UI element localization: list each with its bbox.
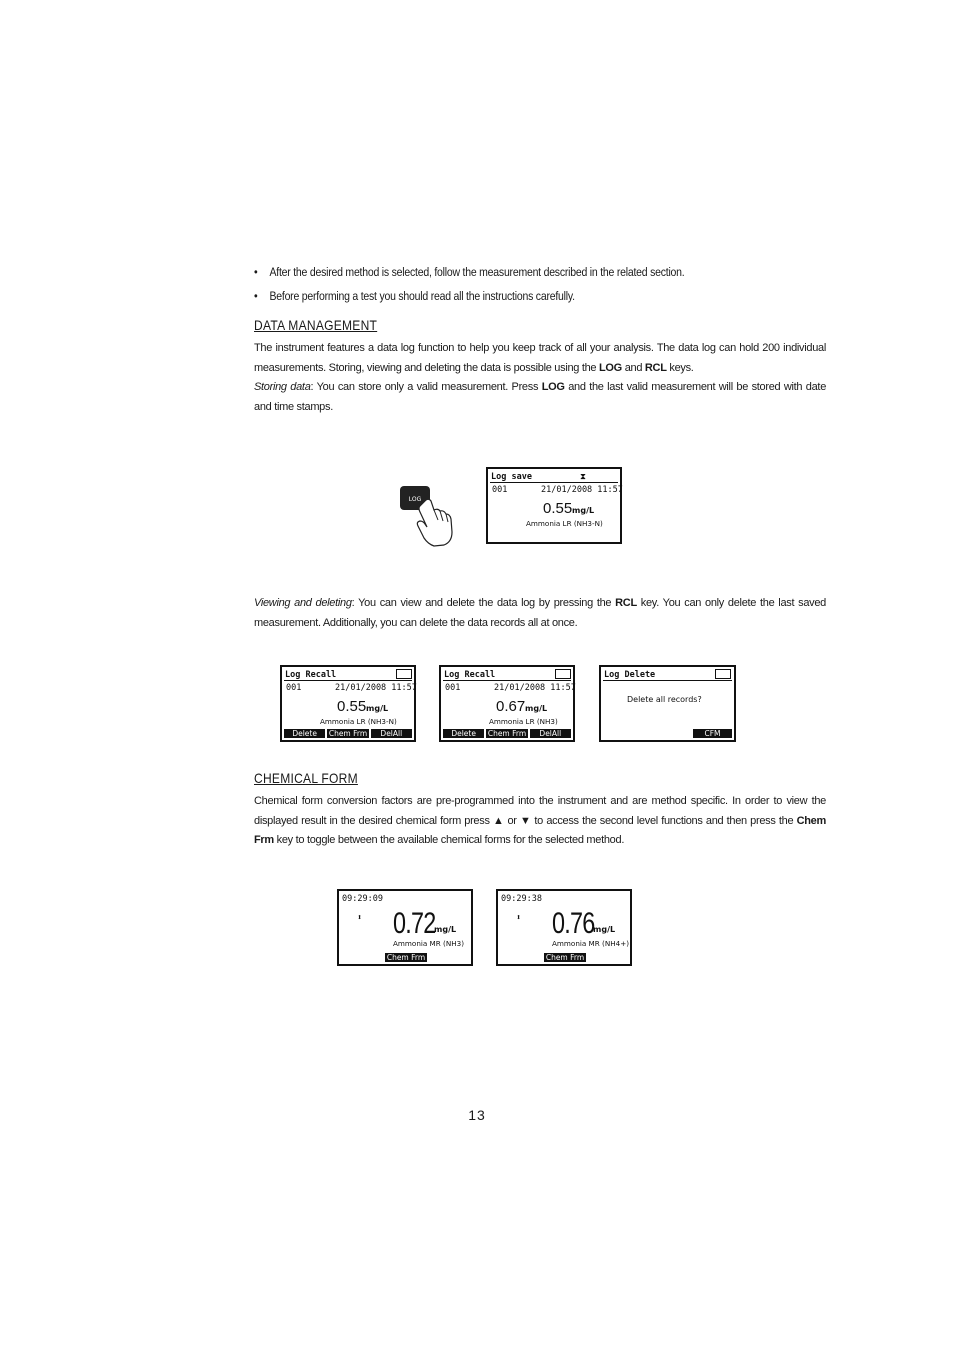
delete-prompt: Delete all records? — [627, 695, 702, 704]
paragraph-text: : You can store only a valid measurement. Press — [310, 381, 542, 393]
screen-title: Log Recall — [444, 670, 496, 680]
paragraph-data-log — [254, 339, 826, 417]
record-number: 001 — [492, 485, 508, 495]
measurement-value: 0.72 — [393, 907, 436, 940]
screen-title: Log Recall — [285, 670, 337, 680]
paragraph-text: : You can view and delete the data log by pressing the — [351, 597, 616, 609]
record-number: 001 — [445, 683, 461, 693]
softkey-bar — [443, 729, 571, 738]
method-name: Ammonia LR (NH3) — [489, 717, 558, 726]
measurement-value: 0.67 — [496, 698, 526, 715]
measurement-unit: mg/L — [572, 506, 595, 515]
measurement-unit: mg/L — [434, 925, 457, 934]
bullet-item: • After the desired method is selected, follow the measurement described in the related section. — [254, 265, 685, 279]
clock-time: 09:29:09 — [342, 894, 383, 904]
section-heading-chemical-form: CHEMICAL FORM — [254, 770, 358, 786]
bullet-item: • Before performing a test you should read all the instructions carefully. — [254, 289, 575, 303]
paragraph-text: to access the second level functions and then press the — [531, 814, 797, 827]
measurement-unit: mg/L — [593, 925, 616, 934]
paragraph-text: and the last valid measurement will be stored with date and time stamps. — [254, 381, 827, 413]
record-datetime: 21/01/2008 11:57 — [494, 683, 576, 693]
paragraph-text: key to toggle between the available chemical forms for the selected method. — [273, 834, 625, 846]
section-heading-data-management: DATA MANAGEMENT — [254, 317, 378, 333]
paragraph-chemical-form — [254, 792, 826, 851]
divider — [490, 482, 618, 483]
record-datetime: 21/01/2008 11:57 — [335, 683, 417, 693]
up-down-arrows-icon: ⬍ — [357, 913, 363, 923]
delete-softkey[interactable]: Delete — [443, 729, 484, 738]
record-datetime: 21/01/2008 11:57 — [541, 485, 623, 495]
softkey-bar — [385, 953, 427, 962]
measurement-unit: mg/L — [366, 704, 389, 713]
log-delete-screen — [599, 665, 736, 742]
chem-frm-softkey[interactable]: Chem Frm — [487, 729, 527, 738]
paragraph-text: and — [621, 361, 645, 374]
screen-title: Log save — [491, 472, 532, 482]
clock-time: 09:29:38 — [501, 894, 542, 904]
softkey-bar — [284, 729, 412, 738]
log-icon — [715, 669, 731, 679]
bullet-text: After the desired method is selected, follow the measurement described in the related section. — [269, 265, 685, 279]
measurement-value: 0.76 — [552, 907, 595, 940]
log-recall-screen — [280, 665, 416, 742]
storing-data-label: Storing data — [254, 381, 311, 393]
method-name: Ammonia MR (NH4+) — [552, 939, 630, 948]
record-number: 001 — [286, 683, 302, 693]
paragraph-viewing-deleting — [254, 594, 826, 633]
log-recall-screen — [439, 665, 575, 742]
screen-title: Log Delete — [604, 670, 656, 680]
softkey-bar — [544, 953, 586, 962]
hourglass-icon: ⧗ — [580, 472, 586, 482]
divider — [443, 680, 571, 681]
up-down-arrows-icon: ⬍ — [516, 913, 522, 923]
log-key-text: LOG — [408, 496, 422, 503]
log-icon — [555, 669, 571, 679]
method-name: Ammonia LR (NH3-N) — [526, 519, 603, 528]
measurement-value: 0.55 — [337, 698, 367, 715]
chem-frm-softkey[interactable]: Chem Frm — [386, 953, 426, 962]
up-arrow-icon: ▲ — [492, 814, 505, 827]
measurement-unit: mg/L — [525, 704, 548, 713]
paragraph-text: The instrument features a data log function to help you keep track of all your analysis. The data log can hold 200 individual measurements. Storing, viewing and deleting the data is possible using the — [254, 342, 826, 374]
cfm-softkey[interactable]: CFM — [693, 729, 732, 738]
paragraph-text: or — [504, 814, 520, 827]
delall-softkey[interactable]: DelAll — [530, 729, 571, 738]
measurement-value: 0.55 — [543, 500, 573, 517]
paragraph-text: keys. — [666, 361, 694, 374]
key-log: LOG — [541, 381, 565, 393]
down-arrow-icon: ▼ — [519, 814, 532, 827]
chem-frm-softkey[interactable]: Chem Frm — [545, 953, 585, 962]
chemical-form-screen — [337, 889, 473, 966]
delall-softkey[interactable]: DelAll — [371, 729, 412, 738]
bullet-text: Before performing a test you should read all the instructions carefully. — [269, 289, 575, 303]
log-key-illustration — [398, 484, 456, 548]
key-rcl: RCL — [615, 597, 637, 609]
paragraph-text: key. You can only delete the last saved measurement. Additionally, you can delete the data records all at once. — [254, 597, 827, 629]
key-chem-frm: Chem Frm — [254, 814, 826, 846]
hand-pressing-key-icon — [398, 484, 456, 548]
log-icon — [396, 669, 412, 679]
divider — [603, 680, 732, 681]
chemical-form-screen — [496, 889, 632, 966]
delete-softkey[interactable]: Delete — [284, 729, 325, 738]
key-rcl: RCL — [644, 361, 667, 374]
key-log: LOG — [599, 361, 622, 374]
log-save-screen — [486, 467, 622, 544]
page-number: 13 — [468, 1107, 486, 1123]
softkey-bar — [693, 729, 732, 738]
method-name: Ammonia LR (NH3-N) — [320, 717, 397, 726]
method-name: Ammonia MR (NH3) — [393, 939, 465, 948]
viewing-deleting-label: Viewing and deleting — [254, 597, 352, 609]
divider — [284, 680, 412, 681]
chem-frm-softkey[interactable]: Chem Frm — [328, 729, 368, 738]
paragraph-text: Chemical form conversion factors are pre-programmed into the instrument and are method specific. In order to view the displayed result in the desired chemical form press — [254, 795, 826, 827]
